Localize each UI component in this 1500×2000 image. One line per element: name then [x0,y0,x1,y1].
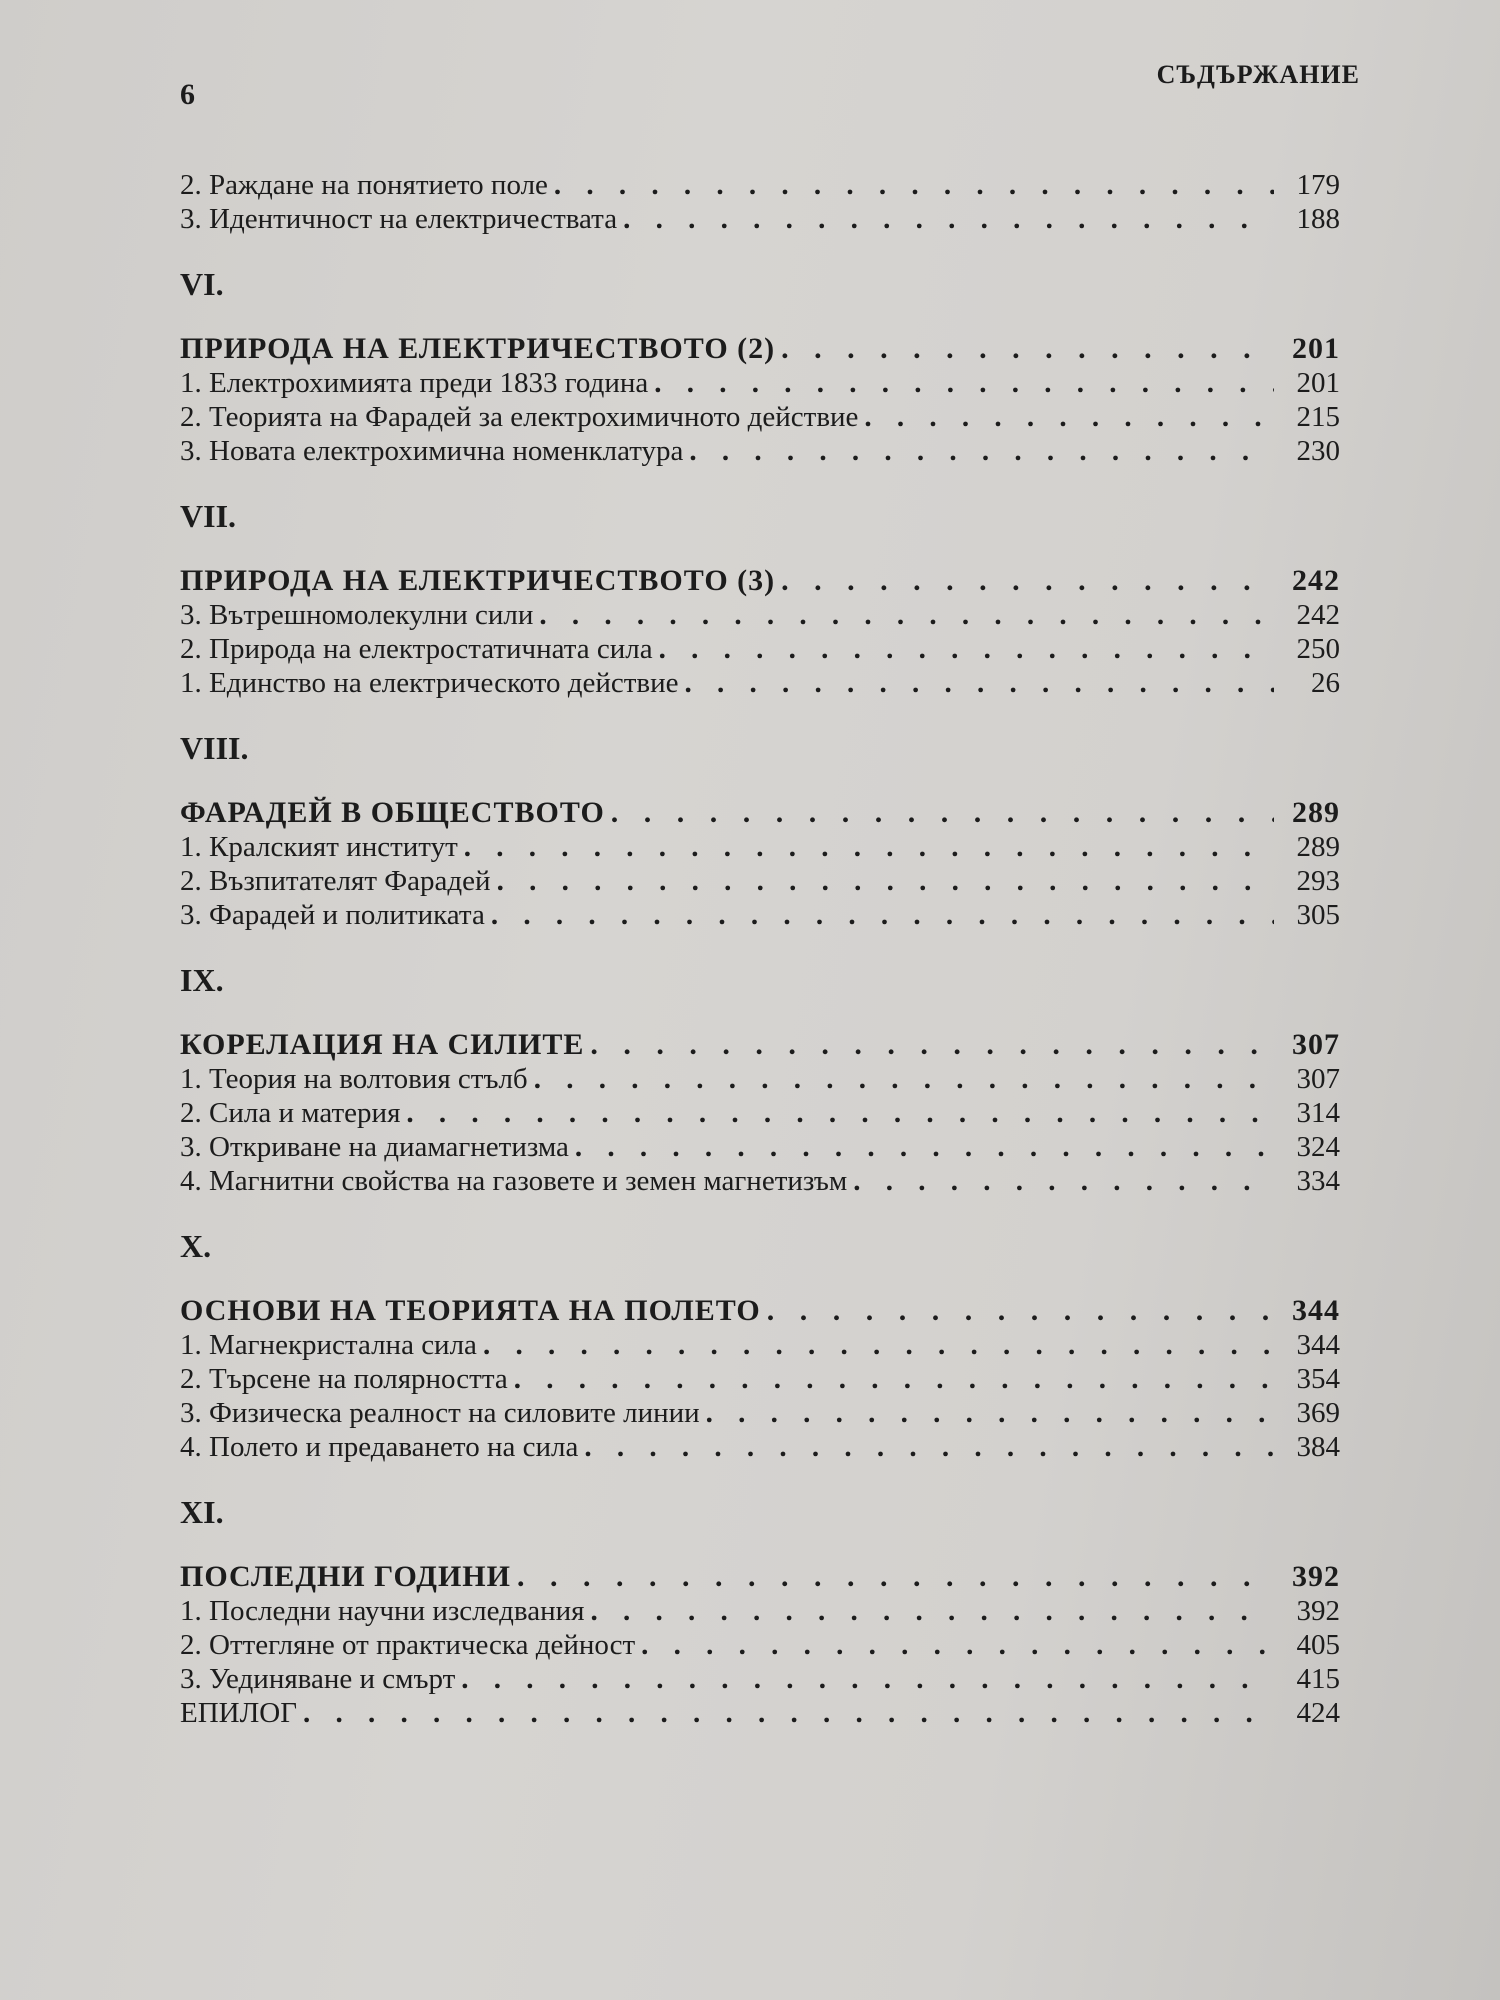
section-title: 2. Раждане на понятието поле [180,169,548,201]
toc-entry-row [180,168,1340,202]
page-ref: 242 [1292,564,1340,597]
dot-leader [575,1130,1274,1164]
toc-entry-row [180,1130,1340,1164]
page-ref: 26 [1311,667,1340,699]
page-ref: 307 [1292,1028,1340,1061]
chapter-heading-row [180,796,1340,830]
page-ref: 188 [1296,203,1340,235]
section-title: 1. Кралският институт [180,831,458,863]
page-ref: 242 [1296,599,1340,631]
section-title: 2. Възпитателят Фарадей [180,865,491,897]
toc-entry-row [180,898,1340,932]
toc-entry-row [180,1662,1340,1696]
chapter-heading-row [180,332,1340,366]
section-title: ЕПИЛОГ [180,1697,297,1729]
dot-leader [590,1028,1274,1062]
dot-leader [623,202,1274,236]
section-title: 3. Физическа реалност на силовите линии [180,1397,700,1429]
dot-leader [517,1560,1274,1594]
toc-entry-row [180,1594,1340,1628]
dot-leader [514,1362,1274,1396]
dot-leader [461,1662,1274,1696]
dot-leader [611,796,1274,830]
dot-leader [767,1294,1274,1328]
dot-leader [654,366,1274,400]
toc-entry-row [180,1362,1340,1396]
toc-entry-row [180,1328,1340,1362]
chapter-heading-row [180,1028,1340,1062]
page-ref: 344 [1292,1294,1340,1327]
chapter-number: IX. [180,962,224,998]
chapter-title: ПРИРОДА НА ЕЛЕКТРИЧЕСТВОТО (2) [180,332,776,365]
toc-entry-row [180,434,1340,468]
page-ref: 334 [1296,1165,1340,1197]
dot-leader [483,1328,1274,1362]
dot-leader [685,666,1274,700]
chapter-title: КОРЕЛАЦИЯ НА СИЛИТЕ [180,1028,585,1061]
dot-leader [689,434,1274,468]
dot-leader [706,1396,1274,1430]
chapter-title: ПРИРОДА НА ЕЛЕКТРИЧЕСТВОТО (3) [180,564,776,597]
dot-leader [303,1696,1274,1730]
toc-entry-row [180,1430,1340,1464]
section-title: 1. Магнекристална сила [180,1329,477,1361]
page-ref: 293 [1296,865,1340,897]
page-ref: 201 [1292,332,1340,365]
chapter-title: ПОСЛЕДНИ ГОДИНИ [180,1560,511,1593]
page-ref: 415 [1296,1663,1340,1695]
dot-leader [534,1062,1274,1096]
toc-entry-row [180,1396,1340,1430]
section-title: 3. Откриване на диамагнетизма [180,1131,569,1163]
running-head: СЪДЪРЖАНИЕ [1156,60,1360,89]
toc-entry-row [180,1628,1340,1662]
section-title: 3. Вътрешномолекулни сили [180,599,534,631]
chapter-number: VII. [180,498,237,534]
dot-leader [464,830,1274,864]
chapter-number: VIII. [180,730,249,766]
page-ref: 384 [1296,1431,1340,1463]
section-title: 2. Сила и материя [180,1097,401,1129]
page-ref: 307 [1296,1063,1340,1095]
dot-leader [641,1628,1274,1662]
section-title: 3. Фарадей и политиката [180,899,485,931]
toc-entry-row [180,366,1340,400]
page-ref: 424 [1296,1697,1340,1729]
chapter-heading-row [180,1294,1340,1328]
page-ref: 405 [1296,1629,1340,1661]
dot-leader [864,400,1274,434]
toc-entry-row [180,830,1340,864]
dot-leader [584,1430,1274,1464]
page-ref: 179 [1296,169,1340,201]
dot-leader [590,1594,1274,1628]
section-title: 2. Природа на електростатичната сила [180,633,653,665]
page-ref: 344 [1296,1329,1340,1361]
page-ref: 392 [1292,1560,1340,1593]
toc-entry-row [180,864,1340,898]
chapter-heading-row [180,564,1340,598]
dot-leader [853,1164,1274,1198]
dot-leader [406,1096,1274,1130]
table-of-contents [180,168,1340,1730]
page-ref: 215 [1296,401,1340,433]
dot-leader [491,898,1274,932]
chapter-heading-row [180,1560,1340,1594]
toc-entry-row [180,400,1340,434]
dot-leader [554,168,1274,202]
dot-leader [659,632,1274,666]
toc-entry-row [180,666,1340,700]
section-title: 3. Новата електрохимична номенклатура [180,435,684,467]
toc-entry-row [180,1696,1340,1730]
page-ref: 324 [1296,1131,1340,1163]
chapter-title: ФАРАДЕЙ В ОБЩЕСТВОТО [180,796,605,829]
toc-entry-row [180,1062,1340,1096]
dot-leader [539,598,1274,632]
toc-entry-row [180,1164,1340,1198]
page-ref: 314 [1296,1097,1340,1129]
section-title: 1. Единство на електрическото действие [180,667,679,699]
chapter-number: XI. [180,1494,224,1530]
page-ref: 369 [1296,1397,1340,1429]
page-ref: 250 [1296,633,1340,665]
toc-entry-row [180,598,1340,632]
section-title: 3. Идентичност на електричествата [180,203,618,235]
section-title: 2. Оттегляне от практическа дейност [180,1629,636,1661]
section-title: 1. Последни научни изследвания [180,1595,585,1627]
toc-entry-row [180,202,1340,236]
page-number: 6 [180,78,195,111]
page-ref: 230 [1296,435,1340,467]
dot-leader [781,332,1274,366]
chapter-number: X. [180,1228,212,1264]
toc-entry-row [180,632,1340,666]
page-ref: 289 [1292,796,1340,829]
section-title: 4. Магнитни свойства на газовете и земен магнетизъм [180,1165,848,1197]
page-ref: 289 [1296,831,1340,863]
section-title: 2. Търсене на полярността [180,1363,508,1395]
dot-leader [497,864,1274,898]
section-title: 1. Електрохимията преди 1833 година [180,367,649,399]
section-title: 3. Уединяване и смърт [180,1663,456,1695]
dot-leader [781,564,1274,598]
page-ref: 392 [1296,1595,1340,1627]
chapter-title: ОСНОВИ НА ТЕОРИЯТА НА ПОЛЕТО [180,1294,761,1327]
page-ref: 354 [1296,1363,1340,1395]
page-ref: 201 [1296,367,1340,399]
section-title: 4. Полето и предаването на сила [180,1431,579,1463]
section-title: 1. Теория на волтовия стълб [180,1063,528,1095]
chapter-number: VI. [180,266,224,302]
toc-entry-row [180,1096,1340,1130]
section-title: 2. Теорията на Фарадей за електрохимичното действие [180,401,859,433]
page-ref: 305 [1296,899,1340,931]
